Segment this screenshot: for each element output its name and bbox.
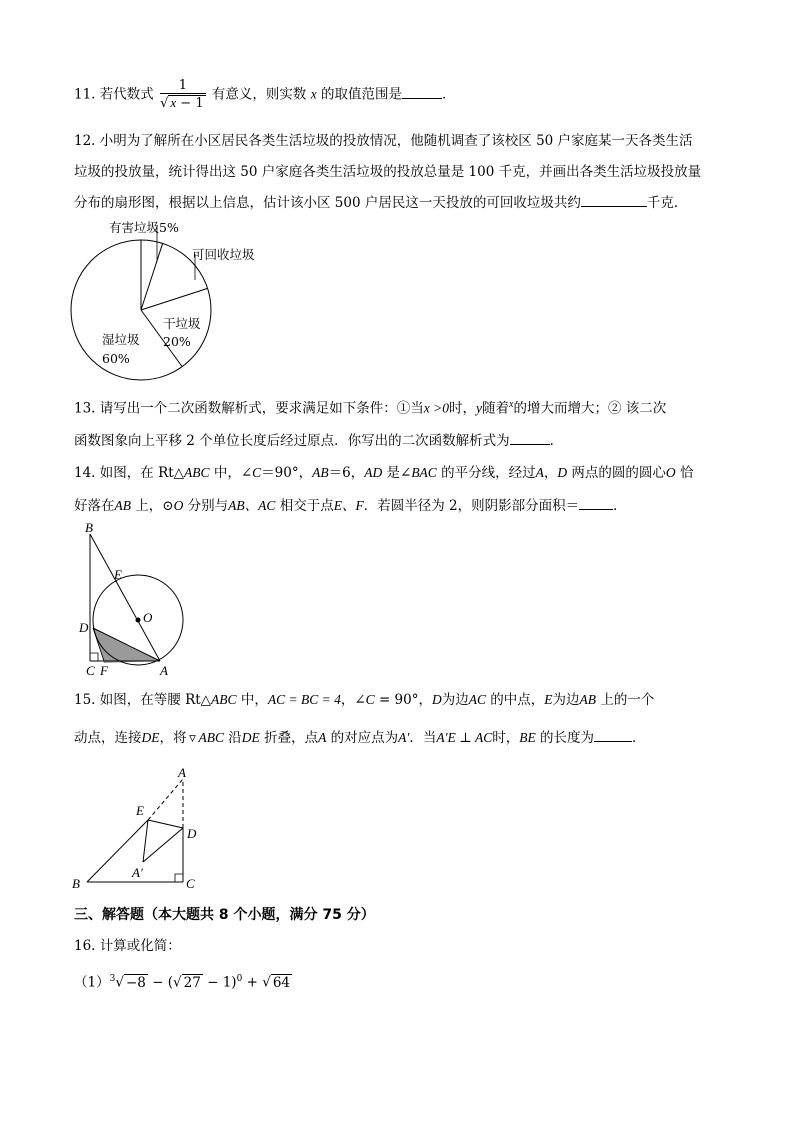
q14-text: ．若圆半径为 2，则阴影部分面积＝: [363, 498, 580, 514]
q11-answer-blank[interactable]: [402, 84, 442, 99]
q15-ac: AC: [468, 692, 486, 707]
q16-radicand-3: 64: [272, 974, 290, 991]
q13-y: y: [476, 400, 483, 416]
segment-a-prime-d: [143, 828, 183, 862]
q11-end-mark: ．: [441, 86, 456, 103]
q15-triangle: ABC: [198, 730, 224, 745]
q14-text: 分别与: [183, 498, 229, 514]
q16-op: − 1): [202, 974, 237, 991]
q13-end-mark: ．: [549, 433, 564, 449]
q12-line2: 垃圾的投放量，统计得出这 50 户家庭各类生活垃圾的投放总量是 100 千克，并画出各类生活垃圾投放量: [74, 164, 702, 180]
q15-text: 时，: [492, 730, 520, 746]
q13-condition: x >0: [423, 400, 450, 416]
pie-label-recyclable: 可回收垃圾: [192, 247, 255, 262]
q12-line1: 小明为了解所在小区居民各类生活垃圾的投放情况，他随机调查了该校区 50 户家庭某一天各类生活: [99, 133, 693, 149]
q11-den-var: x: [170, 95, 177, 110]
q14-text: 相交于点: [275, 498, 334, 514]
q15-text: 上的一个: [596, 692, 655, 708]
q16-number: 16.: [74, 938, 96, 954]
q14-ab-ac: AB、AC: [228, 498, 276, 513]
q14-text: 如图，在 Rt△: [99, 465, 185, 481]
question-15-line2: [74, 727, 724, 748]
q13-line1-a: 请写出一个二次函数解析式，要求满足如下条件：①当: [99, 400, 424, 417]
label-a-prime: A′: [132, 865, 143, 880]
q14-point-d: D: [557, 465, 568, 480]
q14-text: 上，⊙: [131, 498, 174, 514]
q14-text: 是∠: [382, 465, 412, 481]
q15-text: 为边: [441, 692, 469, 708]
q14-points-ef: E、F: [333, 498, 364, 513]
q15-text: 中，: [236, 692, 268, 708]
q12-answer-blank[interactable]: [581, 192, 647, 207]
q15-text: 的中点，: [486, 692, 545, 708]
label-e: E: [114, 567, 122, 582]
q15-triangle: ABC: [211, 692, 237, 707]
q15-text: 如图，在等腰 Rt△: [99, 692, 212, 708]
q14-ab: AB: [114, 498, 131, 513]
q12-line3-before: 分布的扇形图，根据以上信息，估计该小区 500 户居民这一天投放的可回收垃圾共约: [74, 195, 581, 211]
q15-be: BE: [519, 730, 536, 745]
q14-ab: AB: [312, 465, 329, 480]
label-a: A: [160, 663, 168, 678]
q11-text-end: 的取值范围是: [320, 86, 402, 103]
question-14-line1: [74, 463, 724, 483]
q15-text: 动点，连接: [74, 730, 142, 746]
q14-bac: BAC: [411, 465, 437, 480]
pie-slices: [71, 240, 211, 380]
q11-fraction: [160, 78, 206, 112]
q13-x: x: [509, 399, 514, 410]
q14-angle-c: C: [252, 465, 262, 480]
label-c: C: [86, 663, 95, 678]
label-a: A: [178, 765, 186, 780]
q15-text: 为边: [552, 692, 580, 708]
q15-text: ，∠: [340, 692, 366, 708]
q12-line3-after: 千克．: [646, 195, 688, 211]
q15-condition: AC = BC = 4: [267, 692, 341, 707]
label-e: E: [136, 803, 144, 818]
q13-line1-d: 的增大而增大；② 该二次: [513, 400, 667, 417]
label-f: F: [100, 663, 108, 678]
q15-text: 的长度为: [535, 730, 595, 746]
q15-text: 沿: [224, 730, 242, 746]
q15-text: ，将: [159, 730, 187, 746]
q15-de: DE: [241, 730, 260, 745]
q15-end-mark: ．: [632, 730, 646, 746]
q14-text: 好落在: [74, 498, 115, 514]
q15-text: ．当: [409, 730, 437, 746]
q11-text-before: 若代数式: [99, 86, 154, 103]
q14-text: 两点的圆的圆心: [567, 465, 666, 481]
q14-point-o: O: [173, 498, 184, 513]
figure-14: [60, 520, 260, 680]
question-15-line1: [74, 690, 724, 710]
label-b: B: [85, 520, 93, 535]
question-11: [74, 78, 724, 112]
q13-line1-c: 随着: [482, 400, 510, 417]
q14-text: ，: [543, 465, 558, 481]
pie-chart: [0, 210, 794, 410]
pie-label-wet-pct: 60%: [102, 351, 130, 366]
q16-op: − (: [147, 974, 174, 991]
q13-line1-b: 时，: [449, 400, 477, 417]
question-16: [74, 936, 724, 956]
q15-point-a: A: [318, 730, 327, 745]
section-3-title: 三、解答题（本大题共 8 个小题，满分 75 分）: [74, 907, 375, 923]
question-14-line2: [74, 495, 724, 516]
pie-label-wet: 湿垃圾: [102, 332, 140, 347]
figure-15: [60, 765, 260, 895]
q14-ad: AD: [364, 465, 383, 480]
right-angle-mark: [90, 653, 98, 661]
q14-triangle: ABC: [184, 465, 210, 480]
q16-part1-label: （1）: [74, 974, 110, 991]
q15-number: 15.: [74, 692, 96, 708]
q15-text: 的对应点为: [326, 730, 399, 746]
q16-exponent: 0: [236, 974, 243, 984]
q13-number: 13.: [74, 400, 96, 417]
right-angle-mark: [175, 874, 183, 882]
center-dot: [136, 618, 141, 623]
q14-text: 中，∠: [209, 465, 253, 481]
q16-radicand-2: 27: [183, 974, 201, 991]
segment-ea-prime: [143, 820, 148, 862]
label-b: B: [72, 876, 80, 891]
question-12-line1: [74, 131, 724, 151]
q14-end-mark: ．: [613, 498, 627, 514]
q14-answer-blank[interactable]: [579, 495, 613, 510]
q14-text: ＝6，: [328, 465, 365, 481]
question-13-line2: [74, 430, 724, 451]
q16-cube-root-index: 3: [109, 974, 116, 984]
q15-point-e: E: [544, 692, 553, 707]
q11-den-rest: − 1: [176, 96, 204, 111]
q15-ab: AB: [579, 692, 597, 707]
q15-de: DE: [141, 730, 160, 745]
q14-point-a: A: [535, 465, 544, 480]
q12-number: 12.: [74, 133, 96, 149]
pie-label-harmful: 有害垃圾5%: [109, 220, 179, 235]
q11-number: 11.: [74, 86, 96, 103]
pie-label-dry: 干垃圾: [163, 316, 201, 331]
triangle-symbol-icon: ▿: [189, 730, 196, 746]
pie-label-dry-pct: 20%: [163, 334, 191, 349]
q11-frac-denominator: √ x − 1: [160, 95, 204, 111]
q11-var: x: [310, 86, 317, 102]
q11-frac-numerator: 1: [160, 78, 206, 94]
q15-answer-blank[interactable]: [594, 727, 632, 742]
q14-text: 的平分线，经过: [436, 465, 536, 481]
label-d: D: [79, 620, 89, 635]
q15-point-d: D: [431, 692, 442, 707]
q16-radicand-1: −8: [125, 974, 146, 991]
q15-text: 折叠，点: [259, 730, 319, 746]
q14-text: ＝90°，: [261, 465, 313, 481]
side-ea-dashed: [148, 779, 183, 820]
q15-text: = 90°，: [374, 692, 432, 708]
label-d: D: [187, 826, 197, 841]
question-12-line2: [74, 162, 724, 182]
q14-point-o: O: [665, 465, 676, 480]
q15-a-prime: A′: [398, 730, 410, 745]
q15-perp-condition: A′E ⊥ AC: [436, 730, 493, 745]
q16-text: 计算或化简：: [99, 938, 181, 954]
q15-angle: C: [365, 692, 375, 707]
question-13-line1: [74, 395, 724, 419]
label-o: O: [143, 610, 153, 625]
q14-text: 恰: [675, 465, 694, 481]
q16-op: +: [242, 974, 263, 991]
q13-line2: 函数图象向上平移 2 个单位长度后经过原点．你写出的二次函数解析式为: [74, 433, 510, 449]
label-c: C: [186, 876, 195, 891]
q13-answer-blank[interactable]: [510, 430, 550, 445]
question-16-part1: $(1)^3√ -8$ − (√ 27 − 1)$^0$ + √ 64: [74, 974, 290, 991]
q14-number: 14.: [74, 465, 96, 481]
segment-ed: [148, 820, 183, 828]
q11-text-after: 有意义，则实数: [211, 86, 307, 103]
